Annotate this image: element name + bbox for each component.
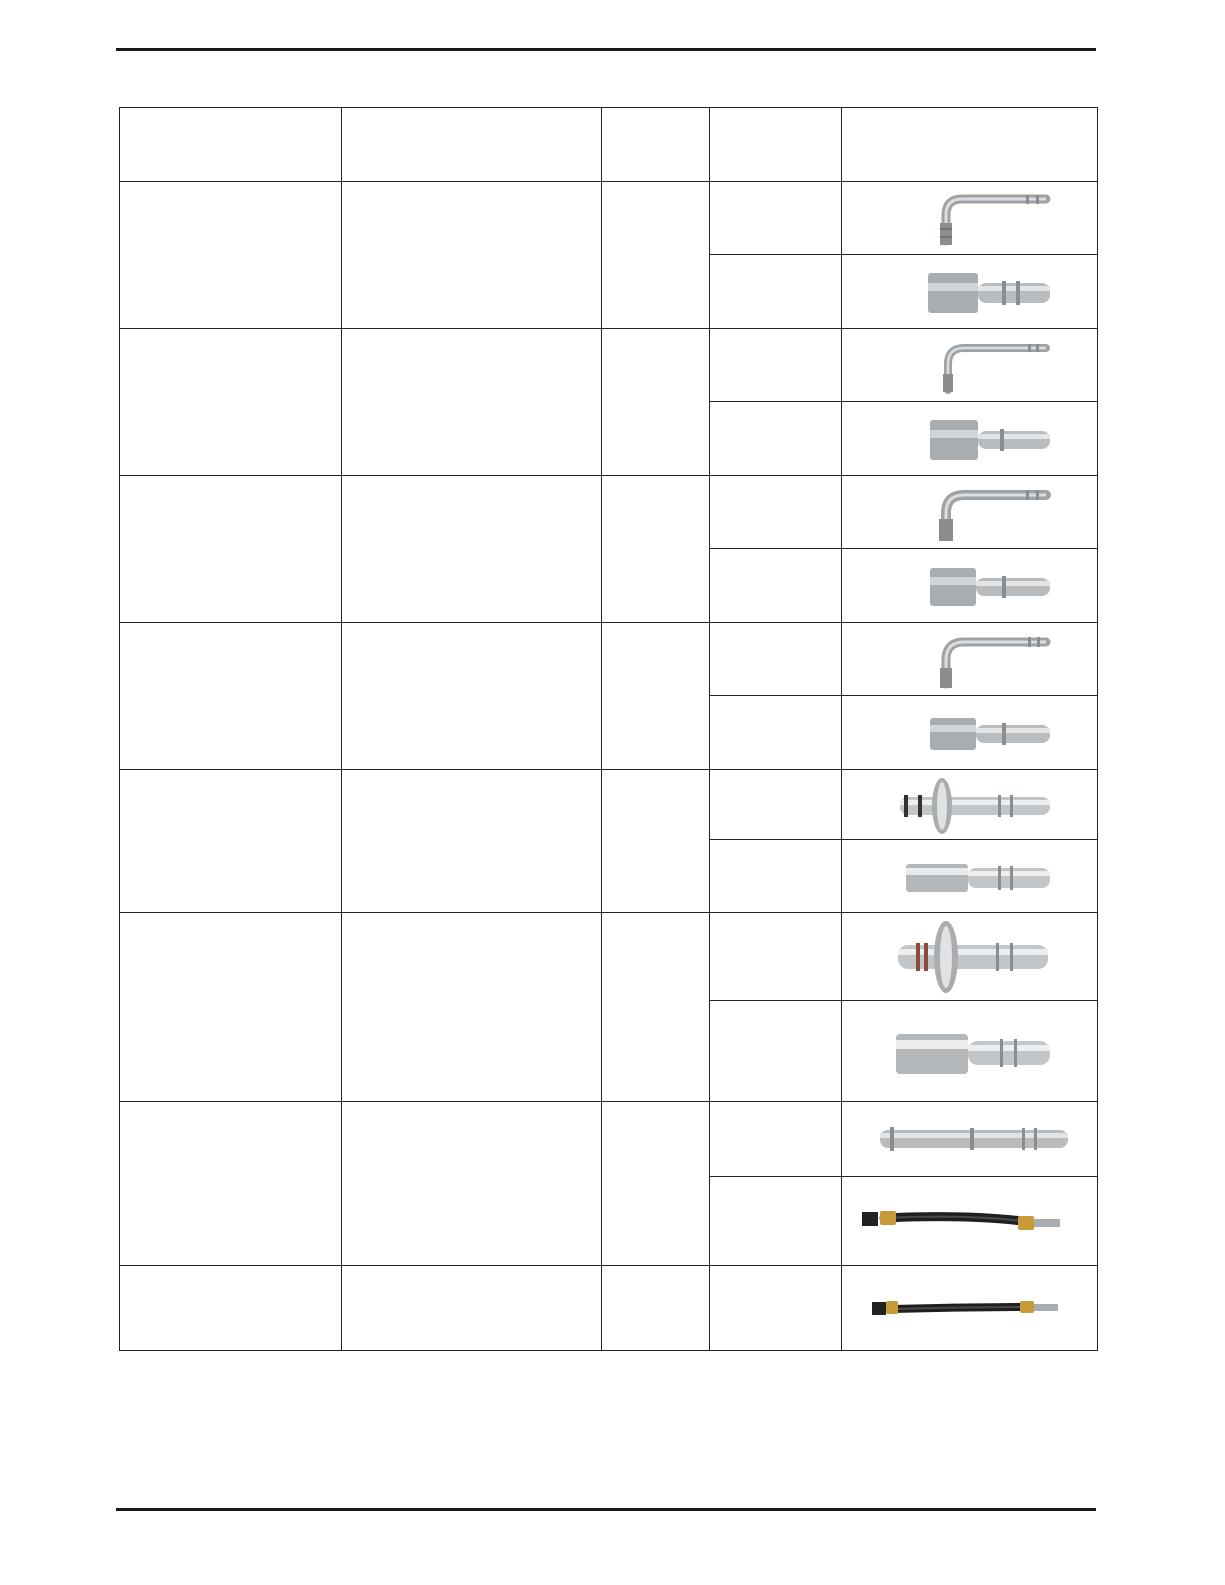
header-cell-4 (710, 108, 842, 182)
hex-fitting-icon (850, 700, 1090, 766)
hose-assembly-short-icon (850, 1275, 1090, 1341)
group-1-col-1 (120, 182, 342, 329)
group-5-col-3 (602, 770, 710, 913)
last-row-picture (842, 1266, 1098, 1351)
group-4-col-2 (342, 623, 602, 770)
last-row-col-1 (120, 1266, 342, 1351)
group-3-item-2-picture (842, 549, 1098, 623)
group-1-item-1-picture (842, 182, 1098, 255)
header-cell-1 (120, 108, 342, 182)
group-6-col-3 (602, 913, 710, 1102)
elbow-fitting-icon (850, 332, 1090, 398)
group-7-col-2 (342, 1102, 602, 1266)
group-2-col-2 (342, 329, 602, 476)
table-row (120, 329, 1098, 402)
hex-fitting-icon (850, 406, 1090, 472)
group-7-item-2-code (710, 1177, 842, 1266)
table-header-row (120, 108, 1098, 182)
group-3-item-2-code (710, 549, 842, 623)
header-cell-2 (342, 108, 602, 182)
sleeve-connector-large-icon (850, 1006, 1090, 1096)
table-row (120, 476, 1098, 549)
parts-table (119, 107, 1098, 1351)
group-1-item-2-picture (842, 255, 1098, 329)
elbow-fitting-icon (850, 479, 1090, 545)
group-1-col-2 (342, 182, 602, 329)
table-row (120, 1266, 1098, 1351)
group-6-col-2 (342, 913, 602, 1102)
table-row (120, 1102, 1098, 1177)
sleeve-connector-icon (850, 844, 1090, 908)
group-5-item-1-code (710, 770, 842, 840)
hex-fitting-icon (850, 259, 1090, 325)
last-row-col-3 (602, 1266, 710, 1351)
group-3-item-1-picture (842, 476, 1098, 549)
group-3-col-2 (342, 476, 602, 623)
last-row-col-2 (342, 1266, 602, 1351)
header-cell-5 (842, 108, 1098, 182)
group-4-col-3 (602, 623, 710, 770)
table-row (120, 182, 1098, 255)
table-row (120, 913, 1098, 1001)
group-1-item-1-code (710, 182, 842, 255)
group-6-col-1 (120, 913, 342, 1102)
group-2-col-1 (120, 329, 342, 476)
group-2-item-1-picture (842, 329, 1098, 402)
group-6-item-2-picture (842, 1001, 1098, 1102)
group-7-col-3 (602, 1102, 710, 1266)
hose-assembly-icon (850, 1188, 1090, 1254)
group-1-col-3 (602, 182, 710, 329)
group-4-item-2-picture (842, 696, 1098, 770)
group-7-item-1-picture (842, 1102, 1098, 1177)
group-2-item-2-code (710, 402, 842, 476)
group-6-item-1-picture (842, 913, 1098, 1001)
header-cell-3 (602, 108, 710, 182)
last-row-code (710, 1266, 842, 1351)
group-7-col-1 (120, 1102, 342, 1266)
group-7-item-2-picture (842, 1177, 1098, 1266)
group-3-col-1 (120, 476, 342, 623)
group-6-item-1-code (710, 913, 842, 1001)
flanged-connector-large-icon (850, 917, 1090, 997)
footer-rule (116, 1508, 1096, 1511)
hex-fitting-icon (850, 553, 1090, 619)
group-6-item-2-code (710, 1001, 842, 1102)
group-3-col-3 (602, 476, 710, 623)
straight-pipe-icon (850, 1106, 1090, 1172)
group-5-item-2-code (710, 840, 842, 913)
group-2-item-1-code (710, 329, 842, 402)
table-row (120, 623, 1098, 696)
group-7-item-1-code (710, 1102, 842, 1177)
group-5-col-1 (120, 770, 342, 913)
group-5-col-2 (342, 770, 602, 913)
group-1-item-2-code (710, 255, 842, 329)
group-2-item-2-picture (842, 402, 1098, 476)
group-4-item-1-picture (842, 623, 1098, 696)
header-rule (116, 48, 1096, 51)
group-3-item-1-code (710, 476, 842, 549)
flanged-connector-icon (850, 773, 1090, 837)
elbow-fitting-icon (850, 626, 1090, 692)
group-5-item-1-picture (842, 770, 1098, 840)
group-5-item-2-picture (842, 840, 1098, 913)
group-4-item-2-code (710, 696, 842, 770)
elbow-fitting-icon (850, 185, 1090, 251)
table-row (120, 770, 1098, 840)
group-4-col-1 (120, 623, 342, 770)
group-2-col-3 (602, 329, 710, 476)
group-4-item-1-code (710, 623, 842, 696)
